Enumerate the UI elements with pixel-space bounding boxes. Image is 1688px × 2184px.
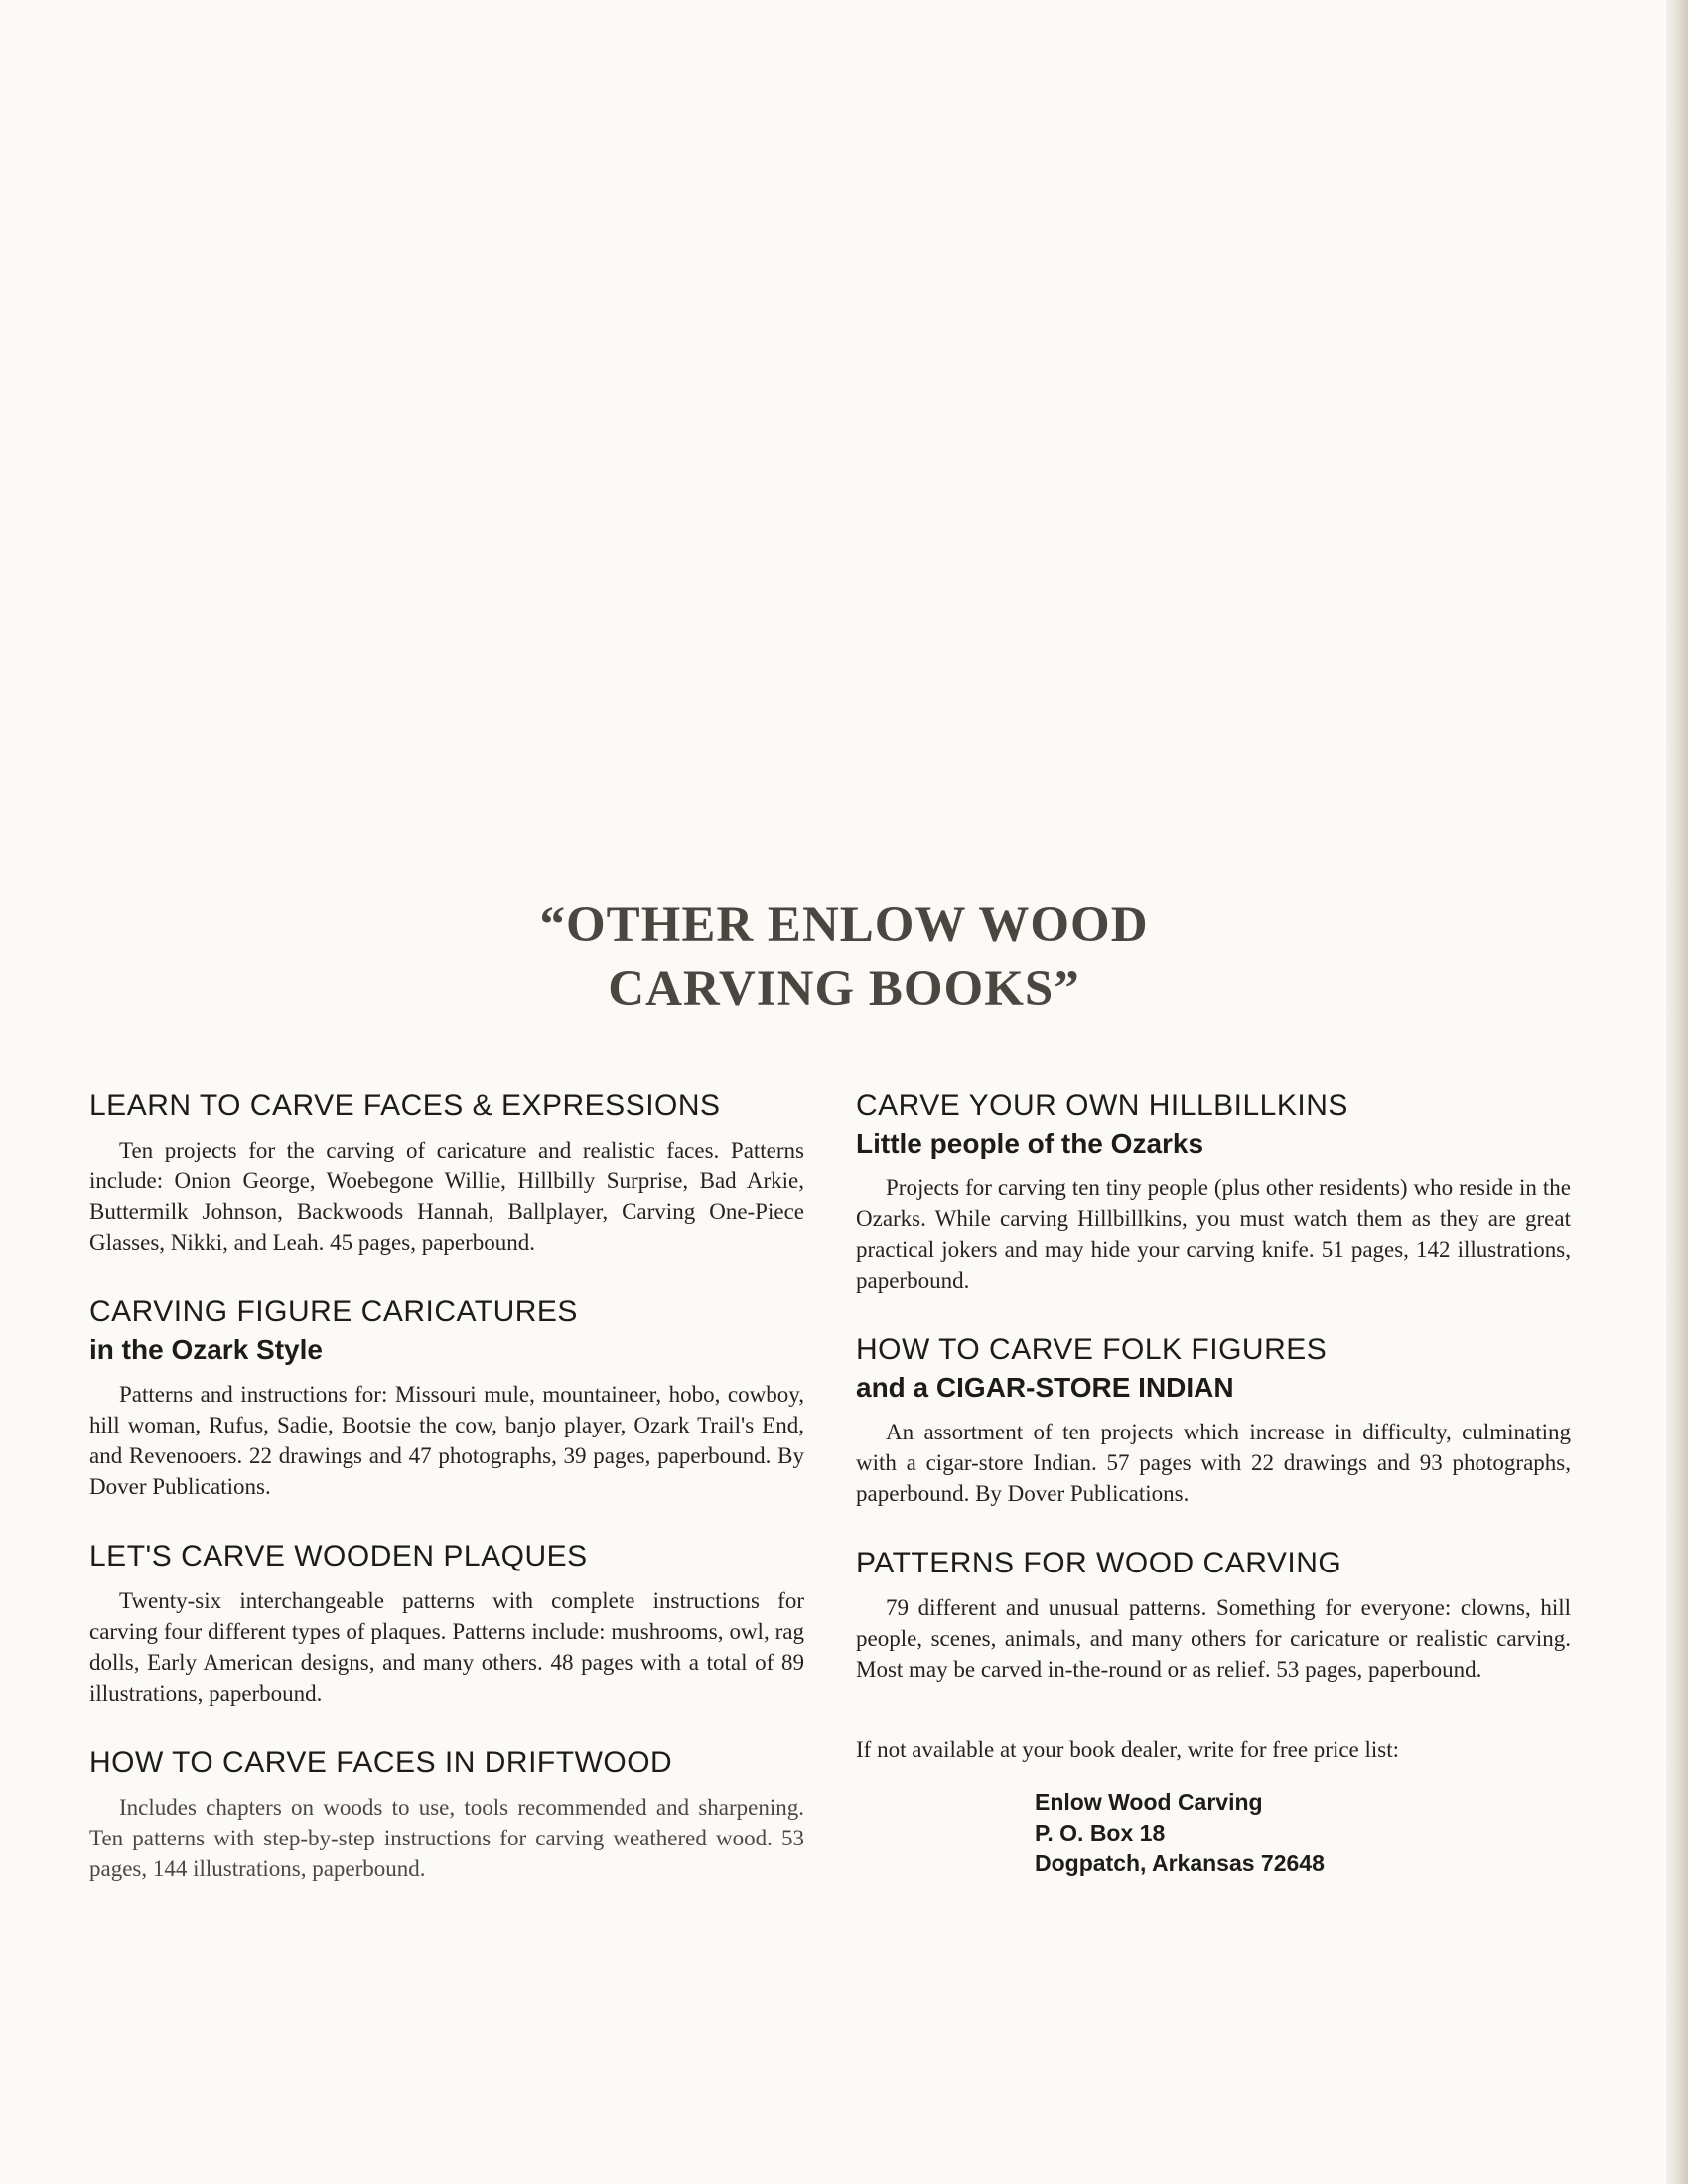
book-title: HOW TO CARVE FOLK FIGURES bbox=[856, 1333, 1328, 1366]
book-entry bbox=[856, 1087, 1571, 1296]
left-column bbox=[89, 1087, 804, 1920]
book-title: LET'S CARVE WOODEN PLAQUES bbox=[89, 1540, 588, 1572]
book-description: Ten projects for the carving of caricature and realistic faces. Patterns include: Onion George, Woebegone Willie, Hillbilly Surprise, Bad Arkie, Buttermilk Johnson, Backwoods Hannah, Ballplayer, Carving One-Piece Glasses, Nikki, and Leah. 45 pages, paperbound. bbox=[89, 1138, 804, 1255]
book-description: 79 different and unusual patterns. Something for everyone: clowns, hill people, scenes, animals, and many others for caricature or realistic carving. Most may be carved in-the-round or as relief. 53 pages, paperbound. bbox=[856, 1595, 1571, 1682]
mailing-address bbox=[1035, 1787, 1571, 1879]
page-heading bbox=[0, 893, 1688, 1021]
page-edge bbox=[1666, 0, 1688, 2184]
book-title: PATTERNS FOR WOOD CARVING bbox=[856, 1547, 1342, 1579]
book-title: CARVING FIGURE CARICATURES bbox=[89, 1296, 578, 1328]
address-name: Enlow Wood Carving bbox=[1035, 1789, 1263, 1815]
book-entry bbox=[89, 1538, 804, 1708]
book-title: HOW TO CARVE FACES IN DRIFTWOOD bbox=[89, 1746, 673, 1779]
book-entry bbox=[856, 1331, 1571, 1509]
book-entry bbox=[89, 1087, 804, 1258]
book-description: Projects for carving ten tiny people (plus other residents) who reside in the Ozarks. While carving Hillbillkins, you must watch them as they are great practical jokers and may hide your carving knife. 51 pages, 142 illustrations, paperbound. bbox=[856, 1175, 1571, 1293]
book-description: Includes chapters on woods to use, tools recommended and sharpening. Ten patterns with step-by-step instructions for carving weathered wood. 53 pages, 144 illustrations, paperbound. bbox=[89, 1795, 804, 1881]
order-note: If not available at your book dealer, write for free price list: bbox=[856, 1737, 1400, 1762]
book-title: LEARN TO CARVE FACES & EXPRESSIONS bbox=[89, 1089, 721, 1122]
heading-line-2: CARVING BOOKS” bbox=[608, 961, 1080, 1017]
address-po-box: P. O. Box 18 bbox=[1035, 1820, 1166, 1845]
address-city: Dogpatch, Arkansas 72648 bbox=[1035, 1850, 1325, 1876]
book-subtitle: and a CIGAR-STORE INDIAN bbox=[856, 1372, 1234, 1403]
book-subtitle: in the Ozark Style bbox=[89, 1334, 323, 1365]
book-entry bbox=[89, 1294, 804, 1502]
book-subtitle: Little people of the Ozarks bbox=[856, 1128, 1204, 1159]
heading-line-1: “OTHER ENLOW WOOD bbox=[539, 897, 1149, 953]
book-description: Patterns and instructions for: Missouri mule, mountaineer, hobo, cowboy, hill woman, Rufus, Sadie, Bootsie the cow, banjo player, Ozark Trail's End, and Revenooers. 22 drawings and 47 photographs, 39 pages, paperbound. By Dover Publications. bbox=[89, 1382, 804, 1499]
book-description: An assortment of ten projects which increase in difficulty, culminating with a cigar-store Indian. 57 pages with 22 drawings and 93 photographs, paperbound. By Dover Publications. bbox=[856, 1420, 1571, 1506]
book-entry bbox=[856, 1545, 1571, 1685]
book-description: Twenty-six interchangeable patterns with complete instructions for carving four different types of plaques. Patterns include: mushrooms, owl, rag dolls, Early American designs, and many others. 48 pages with a total of 89 illustrations, paperbound. bbox=[89, 1588, 804, 1706]
book-title: CARVE YOUR OWN HILLBILLKINS bbox=[856, 1089, 1348, 1122]
right-column bbox=[856, 1087, 1571, 1879]
book-entry bbox=[89, 1744, 804, 1884]
